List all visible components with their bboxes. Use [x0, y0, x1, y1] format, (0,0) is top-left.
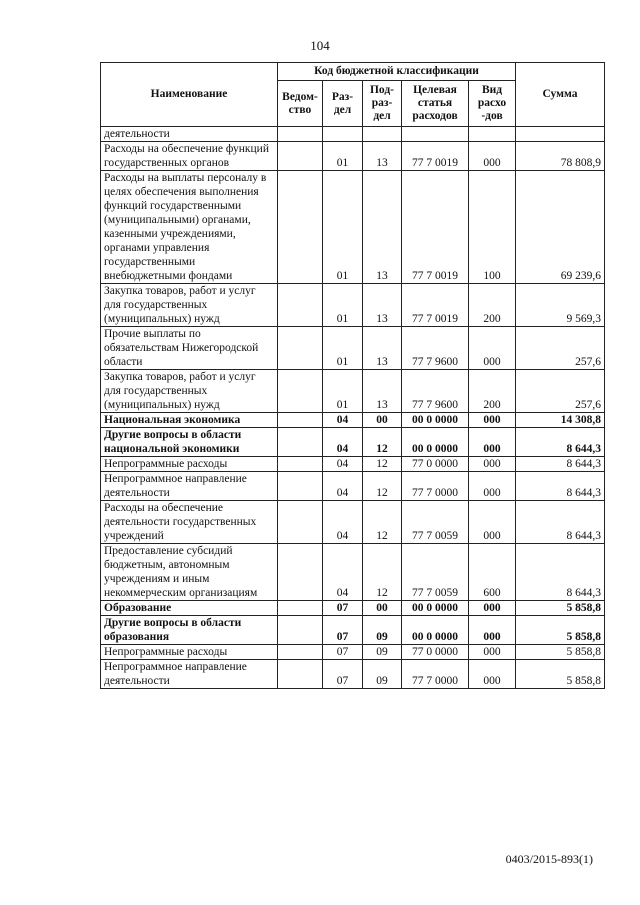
row-sum: 8 644,3	[516, 472, 605, 501]
row-type: 200	[469, 284, 516, 327]
row-section: 04	[323, 544, 363, 601]
row-subsection: 00	[363, 413, 402, 428]
row-target: 77 0 0000	[402, 645, 469, 660]
row-name: деятельности	[101, 127, 278, 142]
row-type: 000	[469, 660, 516, 689]
row-target: 77 7 0059	[402, 501, 469, 544]
row-dept	[278, 428, 323, 457]
table-row	[101, 601, 605, 616]
row-section: 07	[323, 660, 363, 689]
row-name: Закупка товаров, работ и услуг для государственных (муниципальных) нужд	[101, 370, 278, 413]
row-subsection: 13	[363, 142, 402, 171]
row-name: Непрограммные расходы	[101, 457, 278, 472]
row-type: 000	[469, 501, 516, 544]
row-sum	[516, 127, 605, 142]
row-subsection	[363, 127, 402, 142]
row-name: Непрограммные расходы	[101, 645, 278, 660]
row-sum: 5 858,8	[516, 616, 605, 645]
row-target: 77 7 0059	[402, 544, 469, 601]
row-section: 04	[323, 472, 363, 501]
row-sum: 78 808,9	[516, 142, 605, 171]
row-type: 000	[469, 601, 516, 616]
row-type	[469, 127, 516, 142]
header-section: Раз- дел	[323, 81, 363, 127]
row-section: 07	[323, 645, 363, 660]
row-target: 00 0 0000	[402, 601, 469, 616]
table-row	[101, 327, 605, 370]
table-row	[101, 413, 605, 428]
budget-table	[100, 62, 605, 689]
row-type: 600	[469, 544, 516, 601]
row-target: 77 7 9600	[402, 327, 469, 370]
row-dept	[278, 457, 323, 472]
row-name: Непрограммное направление деятельности	[101, 472, 278, 501]
table-row	[101, 127, 605, 142]
table-row	[101, 284, 605, 327]
row-type: 000	[469, 457, 516, 472]
table-row	[101, 428, 605, 457]
row-sum: 8 644,3	[516, 501, 605, 544]
row-target: 77 7 0000	[402, 472, 469, 501]
table-row	[101, 660, 605, 689]
row-subsection: 12	[363, 457, 402, 472]
row-subsection: 13	[363, 171, 402, 284]
row-section: 07	[323, 616, 363, 645]
row-target: 77 7 0019	[402, 171, 469, 284]
row-name: Закупка товаров, работ и услуг для государственных (муниципальных) нужд	[101, 284, 278, 327]
row-name: Расходы на выплаты персоналу в целях обеспечения выполнения функций государственными (муниципальными) органами, казенными учреждениями, органами управления государственными внебюджетными фондами	[101, 171, 278, 284]
row-target: 77 7 0000	[402, 660, 469, 689]
row-subsection: 12	[363, 544, 402, 601]
row-dept	[278, 327, 323, 370]
row-target: 00 0 0000	[402, 616, 469, 645]
row-target: 00 0 0000	[402, 428, 469, 457]
row-name: Другие вопросы в области образования	[101, 616, 278, 645]
row-section: 01	[323, 142, 363, 171]
row-target: 77 7 9600	[402, 370, 469, 413]
row-target: 77 7 0019	[402, 142, 469, 171]
header-dept: Ведом- ство	[278, 81, 323, 127]
table-row	[101, 142, 605, 171]
row-dept	[278, 370, 323, 413]
row-section: 04	[323, 501, 363, 544]
row-name: Расходы на обеспечение функций государственных органов	[101, 142, 278, 171]
row-dept	[278, 284, 323, 327]
row-dept	[278, 171, 323, 284]
row-target: 00 0 0000	[402, 413, 469, 428]
row-subsection: 12	[363, 501, 402, 544]
header-sum: Сумма	[516, 63, 605, 127]
row-type: 000	[469, 616, 516, 645]
row-section: 01	[323, 284, 363, 327]
row-dept	[278, 616, 323, 645]
footer-code: 0403/2015-893(1)	[505, 852, 593, 866]
table-row	[101, 171, 605, 284]
row-sum: 257,6	[516, 327, 605, 370]
row-sum: 8 644,3	[516, 544, 605, 601]
table-body	[101, 127, 605, 689]
row-sum: 9 569,3	[516, 284, 605, 327]
row-sum: 14 308,8	[516, 413, 605, 428]
row-dept	[278, 501, 323, 544]
row-target: 77 0 0000	[402, 457, 469, 472]
row-dept	[278, 472, 323, 501]
row-dept	[278, 413, 323, 428]
table-row	[101, 544, 605, 601]
row-sum: 5 858,8	[516, 660, 605, 689]
row-name: Предоставление субсидий бюджетным, автономным учреждениям и иным некоммерческим организациям	[101, 544, 278, 601]
row-name: Непрограммное направление деятельности	[101, 660, 278, 689]
row-section: 01	[323, 370, 363, 413]
row-sum: 257,6	[516, 370, 605, 413]
row-type: 000	[469, 142, 516, 171]
row-subsection: 09	[363, 660, 402, 689]
table-row	[101, 457, 605, 472]
row-subsection: 00	[363, 601, 402, 616]
row-name: Другие вопросы в области национальной экономики	[101, 428, 278, 457]
page-number: 104	[310, 38, 330, 53]
row-name: Образование	[101, 601, 278, 616]
row-dept	[278, 142, 323, 171]
row-section	[323, 127, 363, 142]
row-type: 000	[469, 645, 516, 660]
row-section: 01	[323, 171, 363, 284]
row-type: 000	[469, 413, 516, 428]
row-sum: 69 239,6	[516, 171, 605, 284]
row-type: 100	[469, 171, 516, 284]
table-row	[101, 616, 605, 645]
row-sum: 8 644,3	[516, 428, 605, 457]
row-dept	[278, 645, 323, 660]
header-code-group: Код бюджетной классификации	[278, 63, 516, 81]
header-type: Вид расхо -дов	[469, 81, 516, 127]
row-dept	[278, 601, 323, 616]
row-dept	[278, 660, 323, 689]
table-row	[101, 472, 605, 501]
row-subsection: 12	[363, 472, 402, 501]
row-section: 01	[323, 327, 363, 370]
row-name: Прочие выплаты по обязательствам Нижегородской области	[101, 327, 278, 370]
table-row	[101, 645, 605, 660]
row-target	[402, 127, 469, 142]
row-dept	[278, 127, 323, 142]
row-type: 000	[469, 472, 516, 501]
row-name: Национальная экономика	[101, 413, 278, 428]
header-name: Наименование	[101, 63, 278, 127]
row-section: 07	[323, 601, 363, 616]
row-type: 200	[469, 370, 516, 413]
row-subsection: 09	[363, 616, 402, 645]
table-row	[101, 370, 605, 413]
row-target: 77 7 0019	[402, 284, 469, 327]
row-section: 04	[323, 457, 363, 472]
row-type: 000	[469, 428, 516, 457]
row-sum: 5 858,8	[516, 645, 605, 660]
row-sum: 5 858,8	[516, 601, 605, 616]
row-subsection: 09	[363, 645, 402, 660]
table-row	[101, 501, 605, 544]
row-type: 000	[469, 327, 516, 370]
row-subsection: 13	[363, 370, 402, 413]
row-subsection: 12	[363, 428, 402, 457]
row-dept	[278, 544, 323, 601]
row-subsection: 13	[363, 284, 402, 327]
row-section: 04	[323, 413, 363, 428]
row-sum: 8 644,3	[516, 457, 605, 472]
header-subsection: Под- раз- дел	[363, 81, 402, 127]
row-name: Расходы на обеспечение деятельности государственных учреждений	[101, 501, 278, 544]
header-target: Целевая статья расходов	[402, 81, 469, 127]
row-subsection: 13	[363, 327, 402, 370]
row-section: 04	[323, 428, 363, 457]
